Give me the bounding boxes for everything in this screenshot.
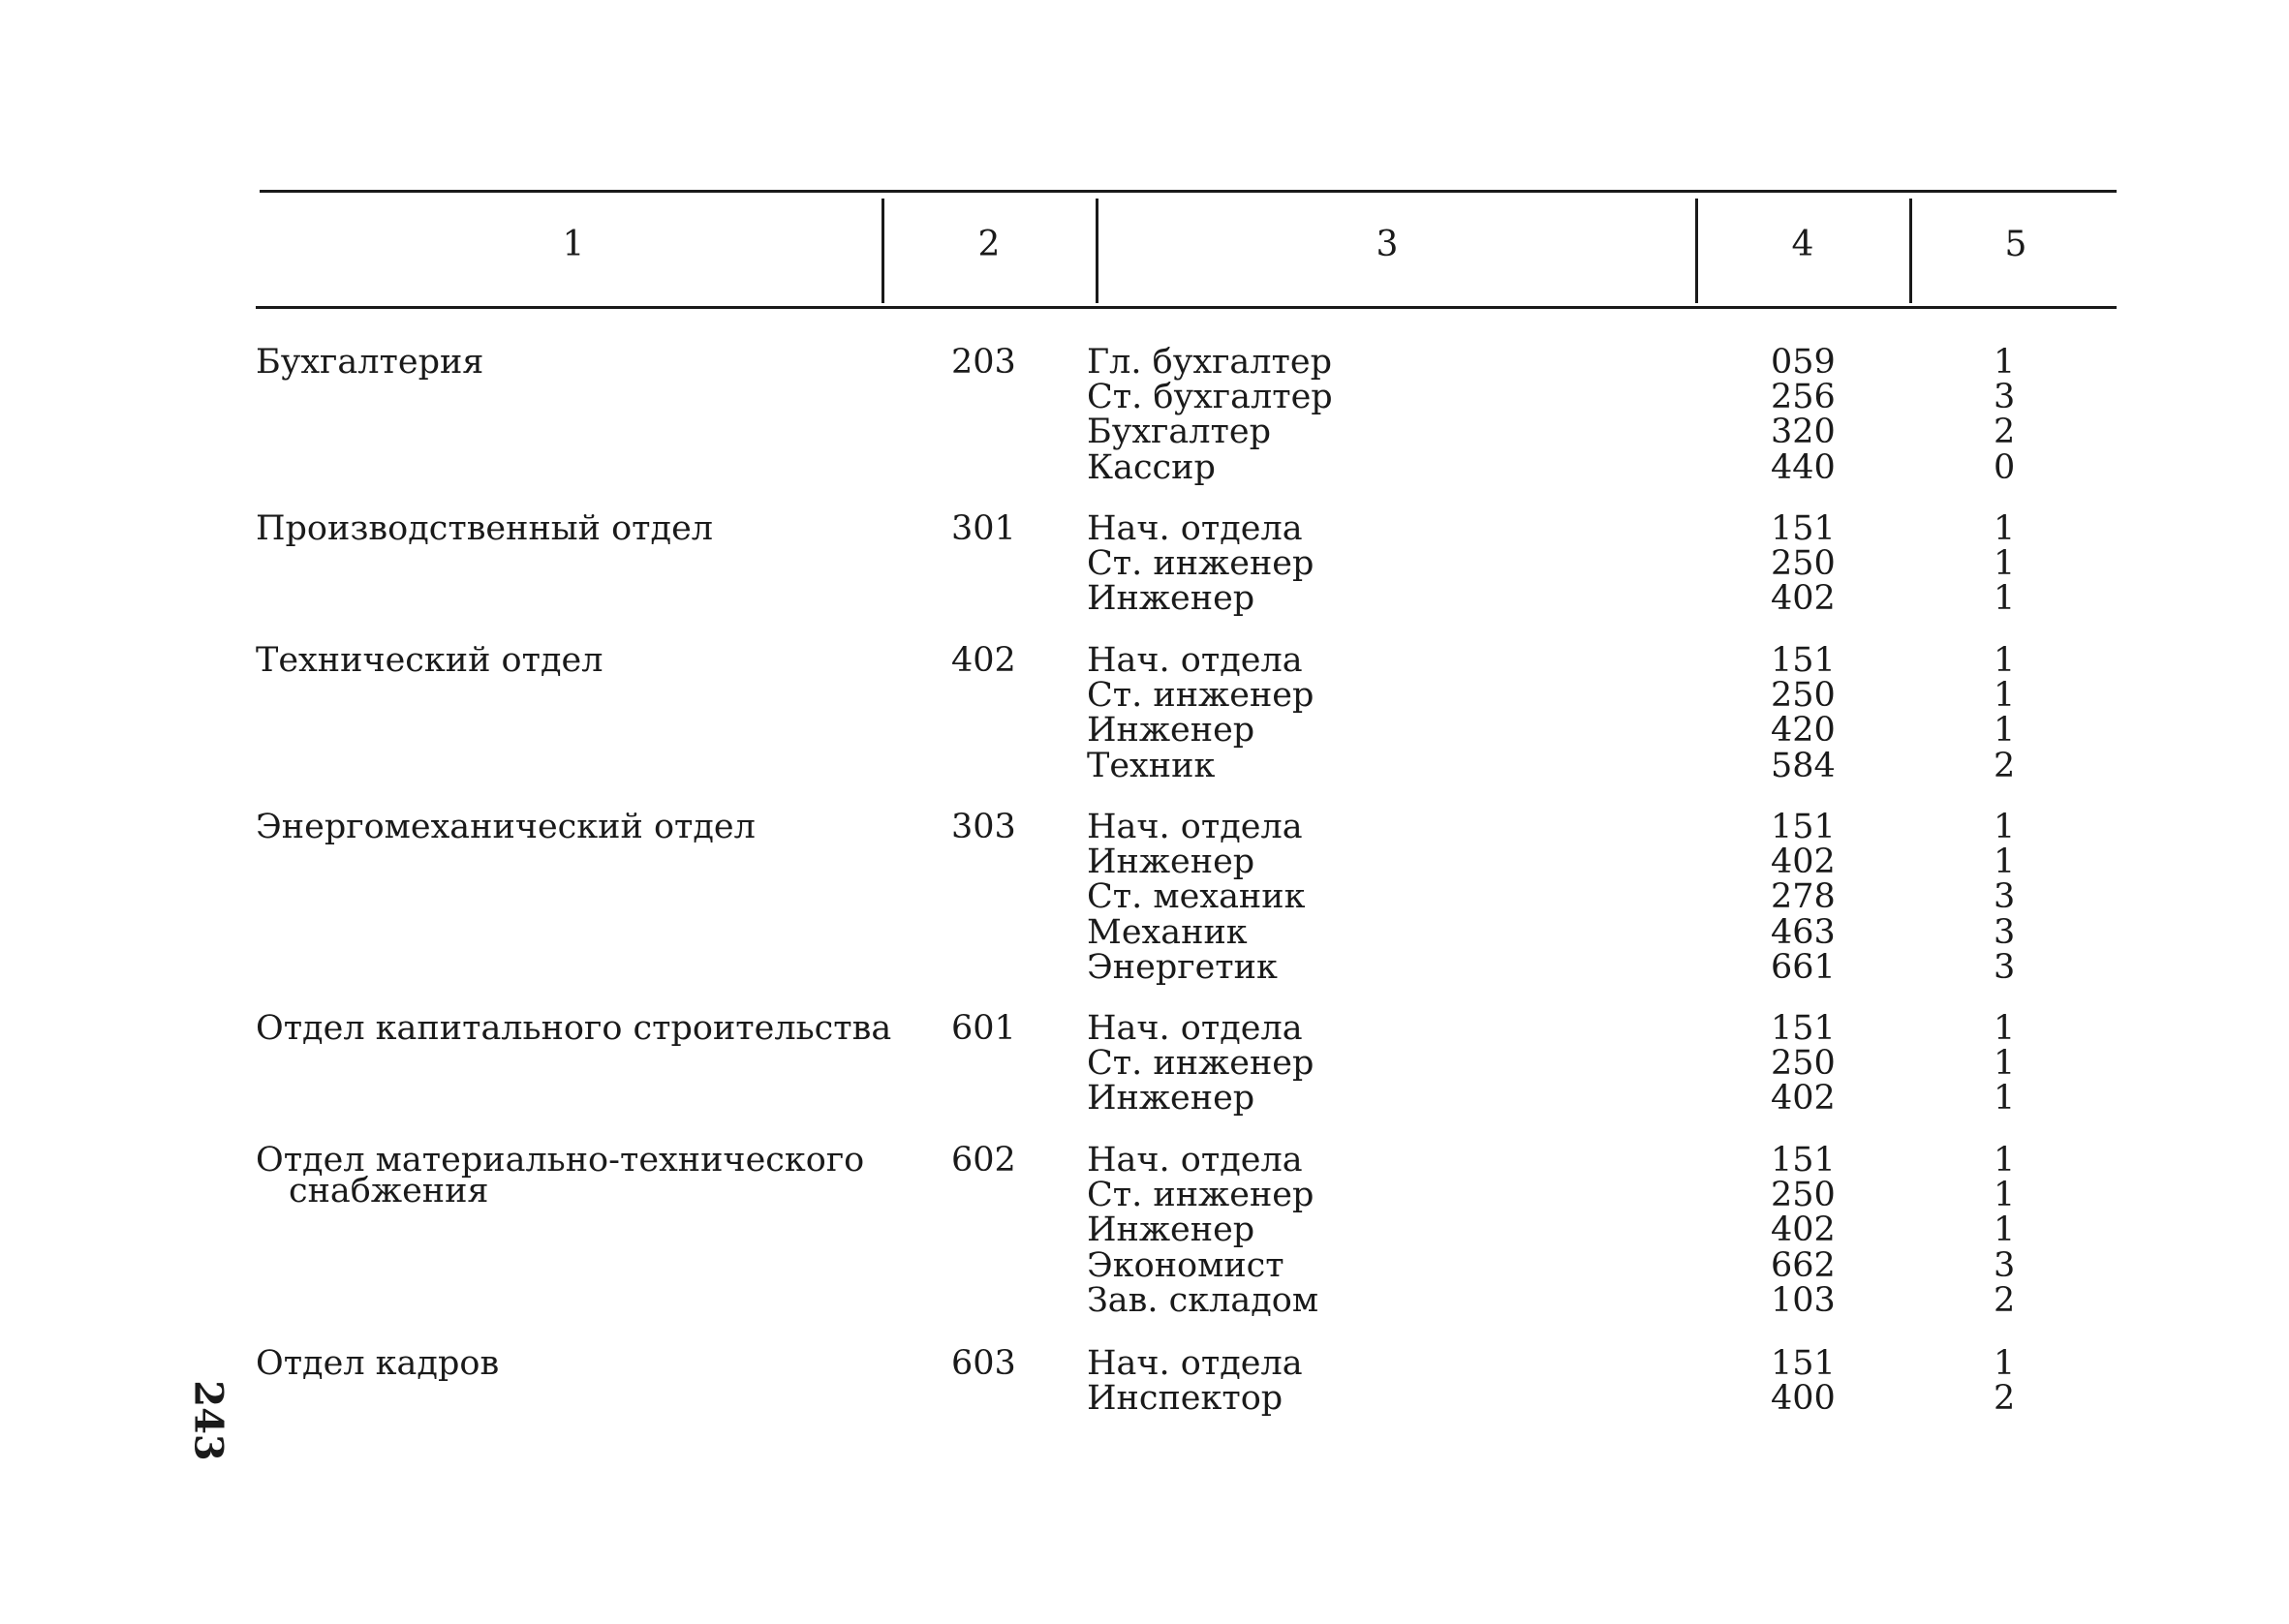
position-quantity: 1 <box>1994 843 2016 881</box>
position-quantity: 0 <box>1994 448 2016 487</box>
position-quantity: 1 <box>1994 1079 2016 1118</box>
position-quantity: 1 <box>1994 711 2016 750</box>
position-code: 661 <box>1771 948 1836 987</box>
position-code: 402 <box>1771 843 1836 881</box>
position-title: Зав. складом <box>1087 1281 1319 1320</box>
position-code: 402 <box>1771 1210 1836 1249</box>
position-quantity: 1 <box>1994 1210 2016 1249</box>
position-quantity: 1 <box>1994 343 2016 382</box>
position-code: 440 <box>1771 448 1836 487</box>
position-quantity: 3 <box>1994 913 2016 952</box>
department-name: Бухгалтерия <box>256 343 484 382</box>
position-title: Нач. отдела <box>1087 641 1303 680</box>
position-title: Ст. инженер <box>1087 544 1315 583</box>
table-header-bottom-rule <box>256 306 2117 309</box>
position-code: 402 <box>1771 579 1836 618</box>
position-title: Нач. отдела <box>1087 1344 1303 1383</box>
position-title: Ст. инженер <box>1087 1176 1315 1214</box>
department-code: 203 <box>951 343 1016 382</box>
position-title: Инженер <box>1087 1079 1255 1118</box>
position-title: Энергетик <box>1087 948 1278 987</box>
position-code: 400 <box>1771 1379 1836 1418</box>
position-quantity: 3 <box>1994 378 2016 416</box>
position-title: Инженер <box>1087 843 1255 881</box>
department-code: 601 <box>951 1009 1016 1048</box>
department-name: Технический отдел <box>256 641 603 680</box>
department-code: 402 <box>951 641 1016 680</box>
position-code: 662 <box>1771 1246 1836 1285</box>
position-code: 250 <box>1771 1044 1836 1083</box>
position-title: Нач. отдела <box>1087 509 1303 548</box>
position-quantity: 2 <box>1994 413 2016 451</box>
position-code: 420 <box>1771 711 1836 750</box>
position-code: 151 <box>1771 808 1836 846</box>
position-title: Инженер <box>1087 1210 1255 1249</box>
position-title: Экономист <box>1087 1246 1284 1285</box>
position-code: 463 <box>1771 913 1836 952</box>
column-header-3: 3 <box>1376 225 1399 264</box>
position-title: Ст. инженер <box>1087 676 1315 715</box>
position-quantity: 1 <box>1994 509 2016 548</box>
position-quantity: 1 <box>1994 1044 2016 1083</box>
position-quantity: 3 <box>1994 1246 2016 1285</box>
department-code: 603 <box>951 1344 1016 1383</box>
position-quantity: 1 <box>1994 544 2016 583</box>
position-quantity: 1 <box>1994 1176 2016 1214</box>
column-separator <box>1909 199 1912 303</box>
position-code: 250 <box>1771 676 1836 715</box>
position-quantity: 1 <box>1994 1141 2016 1180</box>
position-code: 151 <box>1771 1344 1836 1383</box>
column-separator <box>882 199 884 303</box>
position-title: Механик <box>1087 913 1248 952</box>
column-header-4: 4 <box>1791 225 1814 264</box>
position-title: Гл. бухгалтер <box>1087 343 1332 382</box>
department-name-continued: снабжения <box>289 1172 489 1210</box>
page-number: 243 <box>185 1380 232 1461</box>
column-header-2: 2 <box>977 225 1001 264</box>
position-quantity: 3 <box>1994 948 2016 987</box>
position-title: Техник <box>1087 747 1216 785</box>
position-quantity: 3 <box>1994 877 2016 916</box>
position-quantity: 1 <box>1994 1009 2016 1048</box>
position-code: 059 <box>1771 343 1836 382</box>
position-title: Нач. отдела <box>1087 1141 1303 1180</box>
position-code: 584 <box>1771 747 1836 785</box>
position-quantity: 1 <box>1994 641 2016 680</box>
position-title: Бухгалтер <box>1087 413 1271 451</box>
column-separator <box>1695 199 1698 303</box>
position-code: 151 <box>1771 1009 1836 1048</box>
department-code: 303 <box>951 808 1016 846</box>
position-code: 103 <box>1771 1281 1836 1320</box>
department-name: Отдел материально-технического <box>256 1141 865 1180</box>
position-code: 250 <box>1771 1176 1836 1214</box>
position-code: 151 <box>1771 641 1836 680</box>
position-title: Нач. отдела <box>1087 808 1303 846</box>
department-name: Энергомеханический отдел <box>256 808 756 846</box>
position-code: 402 <box>1771 1079 1836 1118</box>
position-quantity: 2 <box>1994 1281 2016 1320</box>
position-code: 151 <box>1771 509 1836 548</box>
position-title: Ст. механик <box>1087 877 1306 916</box>
position-quantity: 2 <box>1994 1379 2016 1418</box>
position-title: Инспектор <box>1087 1379 1284 1418</box>
position-code: 320 <box>1771 413 1836 451</box>
position-code: 278 <box>1771 877 1836 916</box>
department-name: Отдел кадров <box>256 1344 500 1383</box>
column-separator <box>1096 199 1098 303</box>
position-quantity: 2 <box>1994 747 2016 785</box>
column-header-5: 5 <box>2004 225 2027 264</box>
department-code: 602 <box>951 1141 1016 1180</box>
position-title: Кассир <box>1087 448 1216 487</box>
position-title: Ст. бухгалтер <box>1087 378 1333 416</box>
position-title: Инженер <box>1087 579 1255 618</box>
column-header-1: 1 <box>562 225 585 264</box>
department-code: 301 <box>951 509 1016 548</box>
position-quantity: 1 <box>1994 579 2016 618</box>
position-quantity: 1 <box>1994 676 2016 715</box>
position-code: 250 <box>1771 544 1836 583</box>
department-name: Производственный отдел <box>256 509 714 548</box>
position-code: 151 <box>1771 1141 1836 1180</box>
department-name: Отдел капитального строительства <box>256 1009 892 1048</box>
position-quantity: 1 <box>1994 1344 2016 1383</box>
position-title: Инженер <box>1087 711 1255 750</box>
position-title: Ст. инженер <box>1087 1044 1315 1083</box>
position-code: 256 <box>1771 378 1836 416</box>
table-top-rule <box>260 190 2117 193</box>
position-title: Нач. отдела <box>1087 1009 1303 1048</box>
position-quantity: 1 <box>1994 808 2016 846</box>
